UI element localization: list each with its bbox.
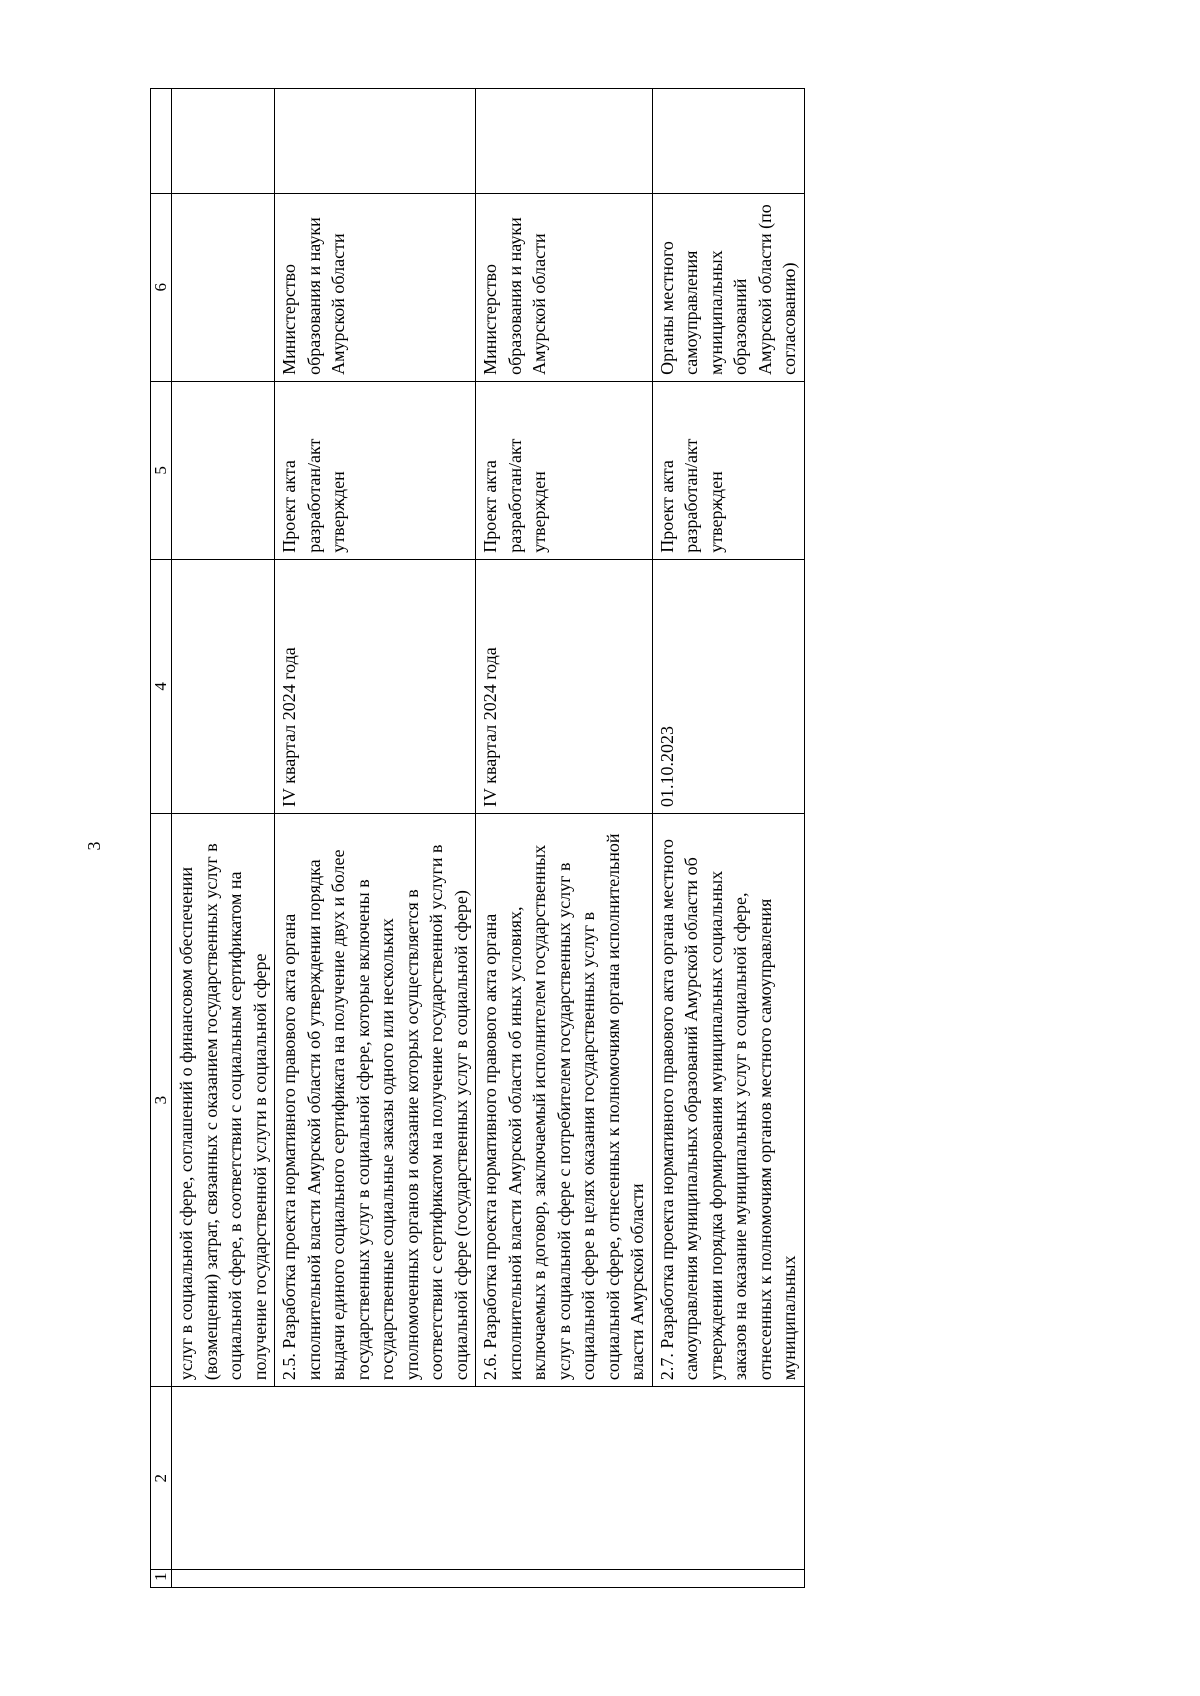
header-col-2: 2 [151, 1387, 172, 1570]
cell-deadline: 01.10.2023 [652, 559, 804, 813]
cell-blank [275, 89, 476, 194]
cell-col-2 [172, 1387, 805, 1570]
cell-blank [172, 89, 275, 194]
measures-table [150, 88, 805, 1588]
header-col-3: 3 [151, 813, 172, 1386]
cell-responsible: Министерство образования и науки Амурской области [476, 193, 653, 381]
cell-result: Проект акта разработан/акт утвержден [652, 381, 804, 559]
cell-responsible [172, 193, 275, 381]
header-col-4: 4 [151, 559, 172, 813]
cell-blank [652, 89, 804, 194]
header-blank-cell [151, 89, 172, 194]
cell-result: Проект акта разработан/акт утвержден [275, 381, 476, 559]
cell-responsible: Органы местного самоуправления муниципальных образований Амурской области (по согласованию) [652, 193, 804, 381]
header-col-6: 6 [151, 193, 172, 381]
cell-result: Проект акта разработан/акт утвержден [476, 381, 653, 559]
cell-result [172, 381, 275, 559]
table-row [476, 89, 653, 1588]
cell-description: 2.5. Разработка проекта нормативного правового акта органа исполнительной власти Амурской области об утверждении порядка выдачи единого социального сертификата на получение двух и более государственных услуг в социальной сфере, которые включены в государственные социальные заказы одного или нескольких уполномоченных органов и оказание которых осуществляется в соответствии с сертификатом на получение государственной услуги в социальной сфере (государственных услуг в социальной сфере) [275, 813, 476, 1386]
cell-description: услуг в социальной сфере, соглашений о финансовом обеспечении (возмещении) затрат, связанных с оказанием государственных услуг в социальной сфере, в соответствии с социальным сертификатом на получение государственной услуги в социальной сфере [172, 813, 275, 1386]
cell-col-1 [172, 1570, 805, 1588]
table-row [652, 89, 804, 1588]
header-col-5: 5 [151, 381, 172, 559]
cell-deadline [172, 559, 275, 813]
cell-deadline: IV квартал 2024 года [275, 559, 476, 813]
cell-description: 2.7. Разработка проекта нормативного правового акта органа местного самоуправления муниципальных образований Амурской области об утверждении порядка формирования муниципальных социальных заказов на оказание муниципальных услуг в социальной сфере, отнесенных к полномочиям органов местного самоуправления муниципальных [652, 813, 804, 1386]
rotated-table-container [150, 88, 1050, 1588]
table-row [172, 89, 275, 1588]
cell-blank [476, 89, 653, 194]
cell-description: 2.6. Разработка проекта нормативного правового акта органа исполнительной власти Амурской области об иных условиях, включаемых в договор, заключаемый исполнителем государственных услуг в социальной сфере с потребителем государственных услуг в социальной сфере в целях оказания государственных услуг в социальной сфере, отнесенных к полномочиям органа исполнительной власти Амурской области [476, 813, 653, 1386]
column-number-row [151, 89, 172, 1588]
cell-deadline: IV квартал 2024 года [476, 559, 653, 813]
cell-responsible: Министерство образования и науки Амурской области [275, 193, 476, 381]
header-col-1: 1 [151, 1570, 172, 1588]
page-number: 3 [84, 841, 104, 851]
table-row [275, 89, 476, 1588]
